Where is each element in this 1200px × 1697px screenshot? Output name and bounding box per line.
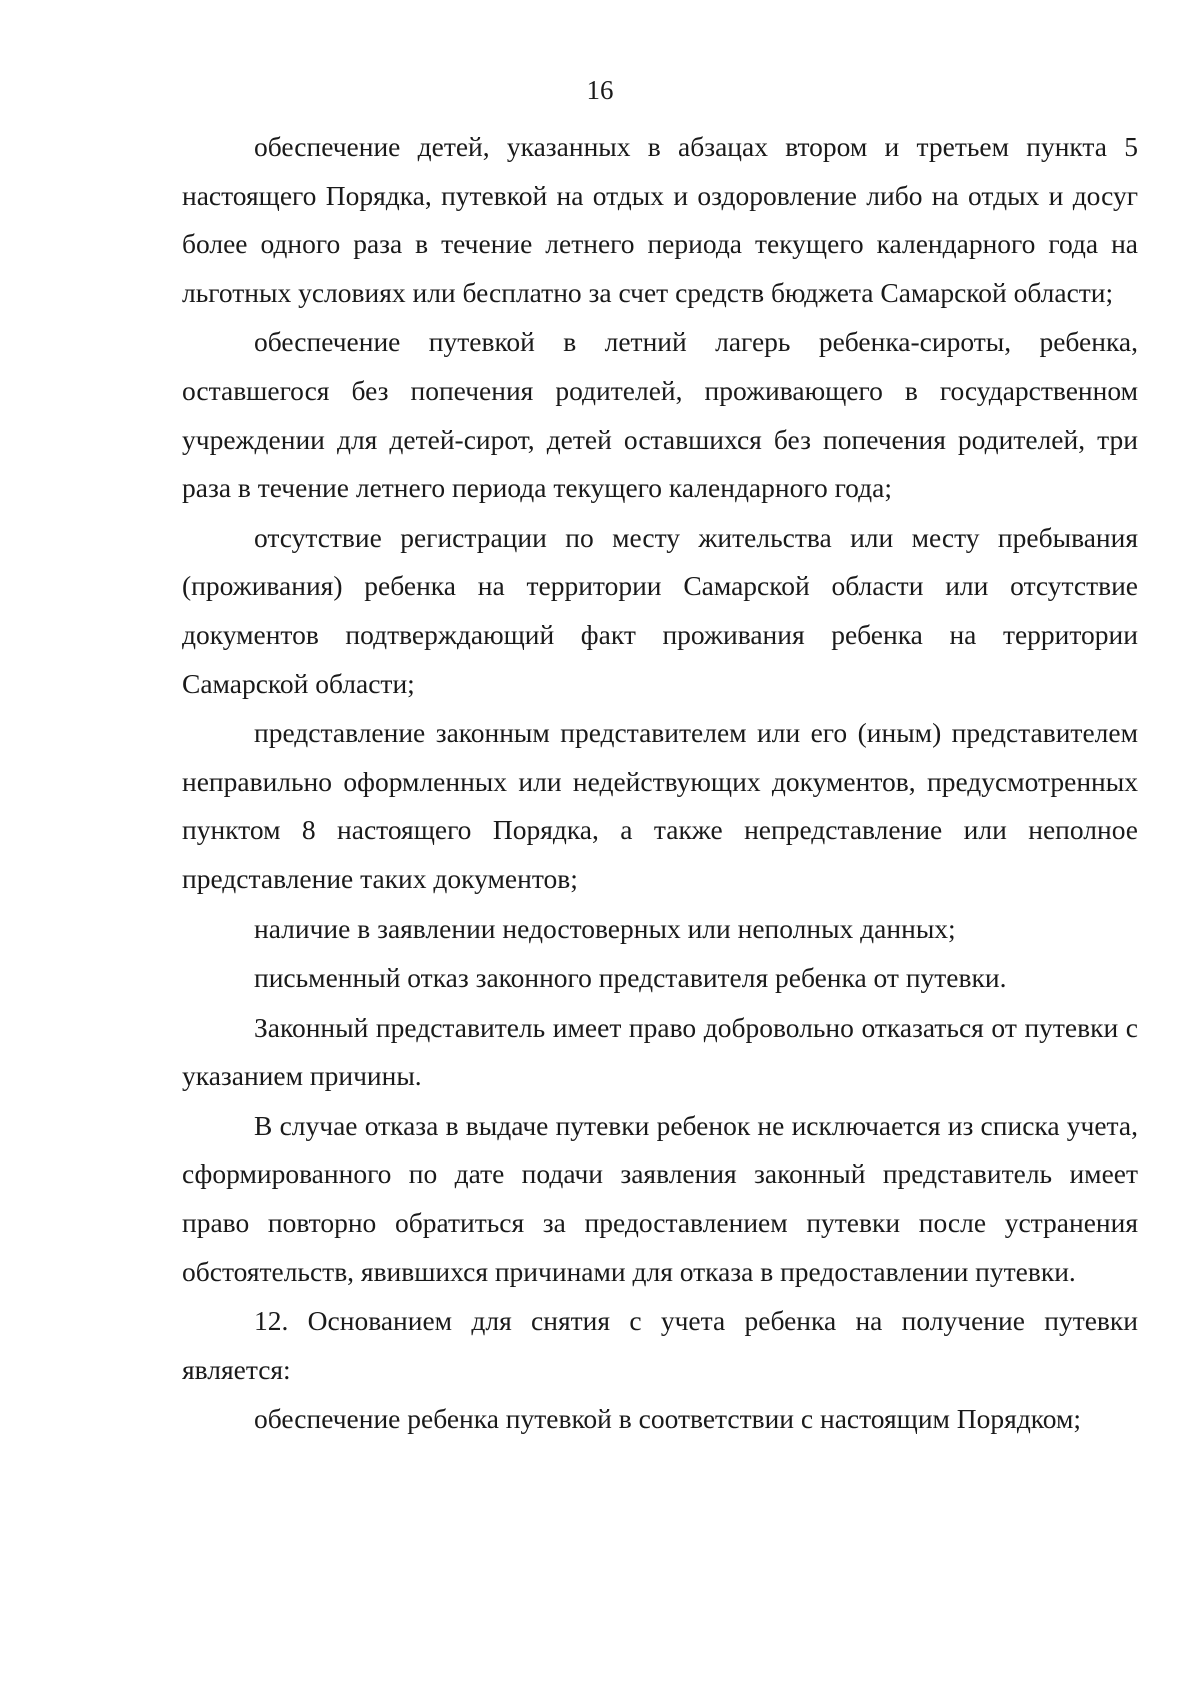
paragraph: Законный представитель имеет право добровольно отказаться от путевки с указанием причины. — [182, 1011, 1138, 1092]
page-number: 16 — [586, 75, 614, 105]
paragraph: представление законным представителем или его (иным) представителем неправильно оформленных или недействующих документов, предусмотренных пунктом 8 настоящего Порядка, а также непредставление или неполное представление таких документов; — [182, 717, 1138, 894]
paragraph: обеспечение ребенка путевкой в соответствии с настоящим Порядком; — [254, 1403, 1082, 1435]
paragraph: обеспечение путевкой в летний лагерь ребенка-сироты, ребенка, оставшегося без попечения родителей, проживающего в государственном учреждении для детей-сирот, детей оставшихся без попечения родителей, три раза в течение летнего периода текущего календарного года; — [182, 326, 1138, 504]
paragraph: наличие в заявлении недостоверных или неполных данных; — [254, 912, 956, 944]
paragraph: 12. Основанием для снятия с учета ребенка на получение путевки является: — [182, 1305, 1138, 1385]
paragraph: В случае отказа в выдаче путевки ребенок не исключается из списка учета, сформированного по дате подачи заявления законный представитель имеет право повторно обратиться за предоставлением путевки после устранения обстоятельств, явившихся причинами для отказа в предоставлении путевки. — [182, 1109, 1138, 1287]
document-body — [182, 123, 1138, 1445]
paragraph: обеспечение детей, указанных в абзацах втором и третьем пункта 5 настоящего Порядка, путевкой на отдых и оздоровление либо на отдых и досуг более одного раза в течение летнего периода текущего календарного года на льготных условиях или бесплатно за счет средств бюджета Самарской области; — [182, 131, 1138, 308]
paragraph: письменный отказ законного представителя ребенка от путевки. — [254, 962, 1007, 994]
paragraph: отсутствие регистрации по месту жительства или месту пребывания (проживания) ребенка на территории Самарской области или отсутствие документов подтверждающий факт проживания ребенка на территории Самарской области; — [182, 521, 1138, 699]
